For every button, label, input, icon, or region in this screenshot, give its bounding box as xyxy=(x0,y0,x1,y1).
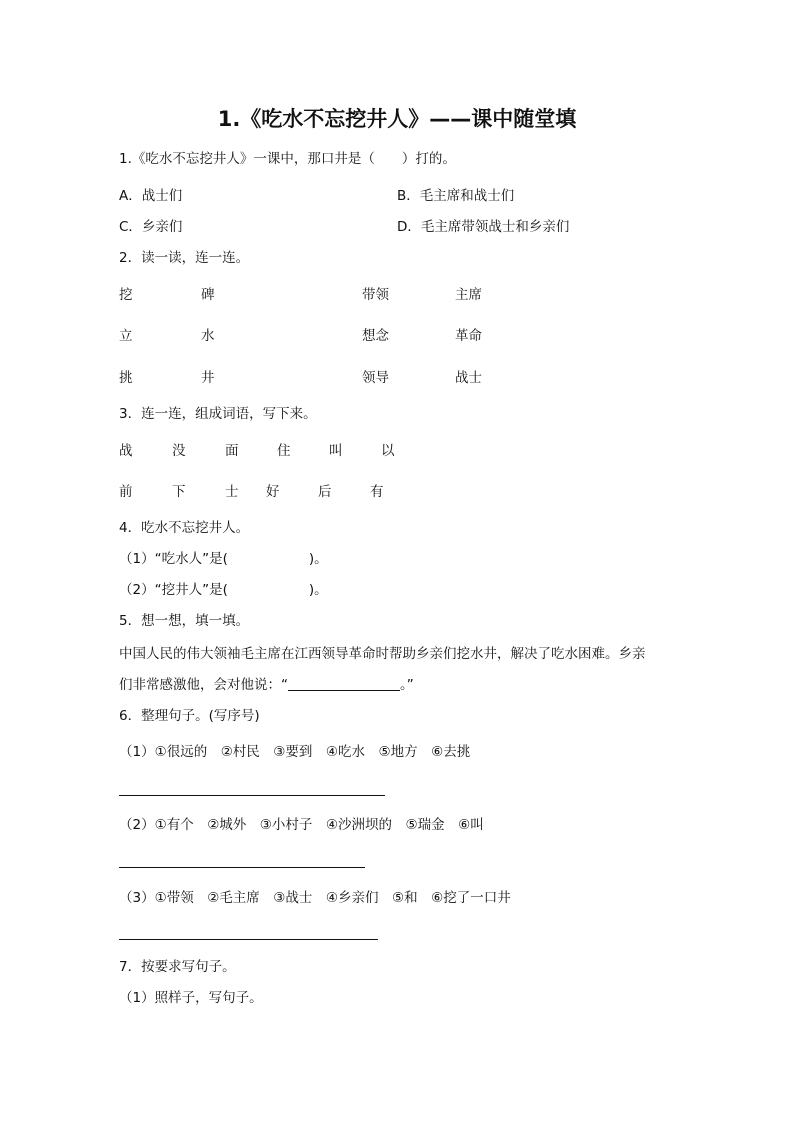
q6-answer-line-1[interactable] xyxy=(119,795,385,796)
q2-left-word[interactable]: 挖 xyxy=(119,287,133,303)
q2-left-word[interactable]: 水 xyxy=(201,328,215,344)
q3-char[interactable]: 以 xyxy=(381,443,395,459)
q2-left-word[interactable]: 井 xyxy=(201,370,215,386)
q5-paragraph-line2 xyxy=(119,676,414,694)
q3-char[interactable]: 有 xyxy=(370,484,384,500)
q1-option-d[interactable]: D．毛主席带领战士和乡亲们 xyxy=(397,219,570,235)
q6-answer-line-3[interactable] xyxy=(119,939,378,940)
q6-item-1: （1）①很远的 ②村民 ③要到 ④吃水 ⑤地方 ⑥去挑 xyxy=(119,744,471,760)
q5-answer-blank[interactable] xyxy=(288,676,400,691)
q3-char[interactable]: 没 xyxy=(172,443,186,459)
q5-line2-end: 。” xyxy=(400,677,414,693)
q2-stem: 2．读一读，连一连。 xyxy=(119,250,250,266)
q2-right-word[interactable]: 带领 xyxy=(362,287,389,303)
q4-stem: 4．吃水不忘挖井人。 xyxy=(119,520,250,536)
q3-char[interactable]: 后 xyxy=(318,484,332,500)
q4-item-2[interactable]: （2）“挖井人”是( )。 xyxy=(119,582,328,598)
q1-option-b[interactable]: B．毛主席和战士们 xyxy=(397,188,515,204)
q3-char[interactable]: 战 xyxy=(119,443,133,459)
q6-stem: 6．整理句子。(写序号) xyxy=(119,708,260,724)
q3-char[interactable]: 叫 xyxy=(329,443,343,459)
q6-item-2: （2）①有个 ②城外 ③小村子 ④沙洲坝的 ⑤瑞金 ⑥叫 xyxy=(119,817,484,833)
q5-line2-text: 们非常感激他，会对他说：“ xyxy=(119,677,288,693)
q2-right-word[interactable]: 战士 xyxy=(455,370,482,386)
q5-stem: 5．想一想，填一填。 xyxy=(119,613,250,629)
q3-char[interactable]: 住 xyxy=(277,443,291,459)
q2-left-word[interactable]: 挑 xyxy=(119,370,133,386)
page-title: 1.《吃水不忘挖井人》——课中随堂填 xyxy=(217,107,577,131)
q2-right-word[interactable]: 革命 xyxy=(455,328,482,344)
q3-stem: 3．连一连，组成词语，写下来。 xyxy=(119,406,317,422)
q2-right-word[interactable]: 主席 xyxy=(455,287,482,303)
q3-char[interactable]: 面 xyxy=(225,443,239,459)
q6-item-3: （3）①带领 ②毛主席 ③战士 ④乡亲们 ⑤和 ⑥挖了一口井 xyxy=(119,890,511,906)
q7-stem: 7．按要求写句子。 xyxy=(119,959,236,975)
q6-answer-line-2[interactable] xyxy=(119,867,365,868)
q1-option-a[interactable]: A．战士们 xyxy=(119,188,183,204)
q3-char[interactable]: 前 xyxy=(119,484,133,500)
q3-char[interactable]: 好 xyxy=(266,484,280,500)
q2-right-word[interactable]: 想念 xyxy=(362,328,389,344)
q4-item-1[interactable]: （1）“吃水人”是( )。 xyxy=(119,551,328,567)
q3-char[interactable]: 下 xyxy=(172,484,186,500)
q1-stem: 1.《吃水不忘挖井人》一课中，那口井是（ ）打的。 xyxy=(119,151,456,167)
q5-paragraph-line1: 中国人民的伟大领袖毛主席在江西领导革命时帮助乡亲们挖水井，解决了吃水困难。乡亲 xyxy=(119,646,646,662)
q7-sub-1: （1）照样子，写句子。 xyxy=(119,990,263,1006)
q1-option-c[interactable]: C．乡亲们 xyxy=(119,219,183,235)
q2-left-word[interactable]: 碑 xyxy=(201,287,215,303)
q3-char[interactable]: 士 xyxy=(225,484,239,500)
q2-left-word[interactable]: 立 xyxy=(119,328,133,344)
q2-right-word[interactable]: 领导 xyxy=(362,370,389,386)
